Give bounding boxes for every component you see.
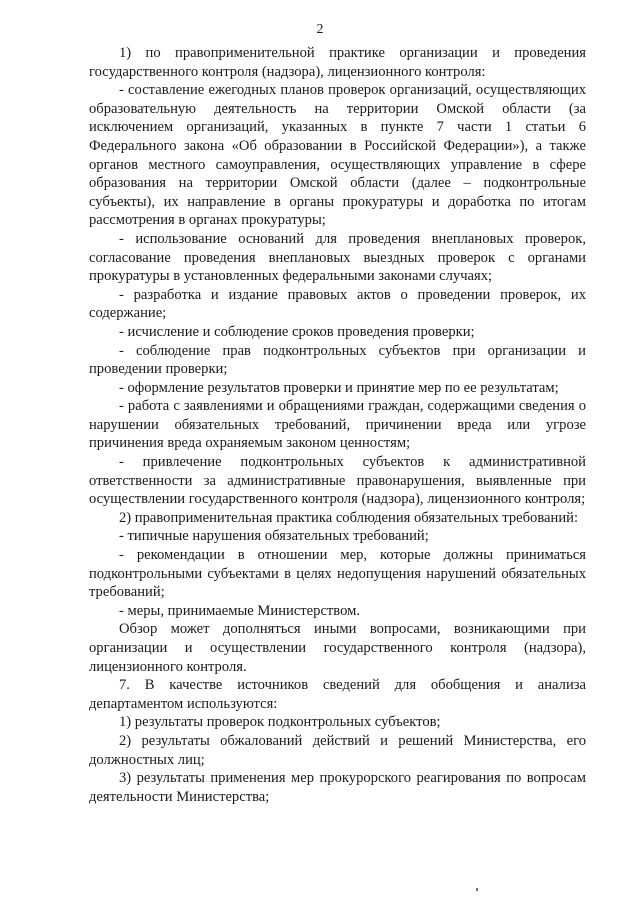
document-body <box>89 44 586 806</box>
paragraph-administrative-liability: - привлечение подконтрольных субъектов к административной ответственности за административные правонарушения, выявленные при осуществлении государственного контроля (надзора), лицензионного контроля; <box>89 454 586 508</box>
page-number: 2 <box>316 22 324 37</box>
paragraph-annual-plans: - составление ежегодных планов проверок организаций, осуществляющих образовательную деятельность на территории Омской области (за исключением организаций, указанных в пункте 7 части 1 статьи 6 Федерального закона «Об образовании в Российской Федерации»), а также органов местного самоуправления, осуществляющих управление в сфере образования на территории Омской области (далее – подконтрольные субъекты), их направление в органы прокуратуры и доработка по итогам рассмотрения в органах прокуратуры; <box>89 82 586 229</box>
scan-speck <box>476 888 478 891</box>
paragraph-unscheduled-inspections: - использование оснований для проведения внеплановых проверок, согласование проведения внеплановых выездных проверок с органами прокуратуры в установленных федеральными законами случаях; <box>89 230 586 285</box>
paragraph-source-prosecutor: 3) результаты применения мер прокурорского реагирования по вопросам деятельности Министерства; <box>89 770 586 805</box>
paragraph-typical-violations: - типичные нарушения обязательных требований; <box>119 528 429 545</box>
paragraph-citizen-appeals: - работа с заявлениями и обращениями граждан, содержащими сведения о нарушении обязательных требований, причинении вреда или угрозе причинения вреда охраняемым законом ценностям; <box>89 398 586 452</box>
paragraph-review-supplement: Обзор может дополняться иными вопросами, возникающими при организации и осуществлении государственного контроля (надзора), лицензионного контроля. <box>89 621 586 675</box>
paragraph-results: - оформление результатов проверки и принятие мер по ее результатам; <box>119 379 559 396</box>
paragraph-legal-acts: - разработка и издание правовых актов о проведении проверок, их содержание; <box>89 286 586 322</box>
paragraph-source-appeals: 2) результаты обжалований действий и решений Министерства, его должностных лиц; <box>89 732 586 768</box>
paragraph-sources-intro: 7. В качестве источников сведений для обобщения и анализа департаментом используются: <box>89 677 586 712</box>
paragraph-ministry-measures: - меры, принимаемые Министерством. <box>119 602 360 619</box>
paragraph-compliance-practice: 2) правоприменительная практика соблюдения обязательных требований: <box>119 509 578 526</box>
paragraph-practice-organization: 1) по правоприменительной практике организации и проведения государственного контроля (надзора), лицензионного контроля: <box>89 45 586 80</box>
paragraph-recommendations: - рекомендации в отношении мер, которые должны приниматься подконтрольными субъектами в целях недопущения нарушений обязательных требований; <box>89 547 586 601</box>
paragraph-source-inspections: 1) результаты проверок подконтрольных субъектов; <box>119 714 441 731</box>
paragraph-deadlines: - исчисление и соблюдение сроков проведения проверки; <box>119 323 475 340</box>
paragraph-rights: - соблюдение прав подконтрольных субъектов при организации и проведении проверки; <box>89 342 586 378</box>
